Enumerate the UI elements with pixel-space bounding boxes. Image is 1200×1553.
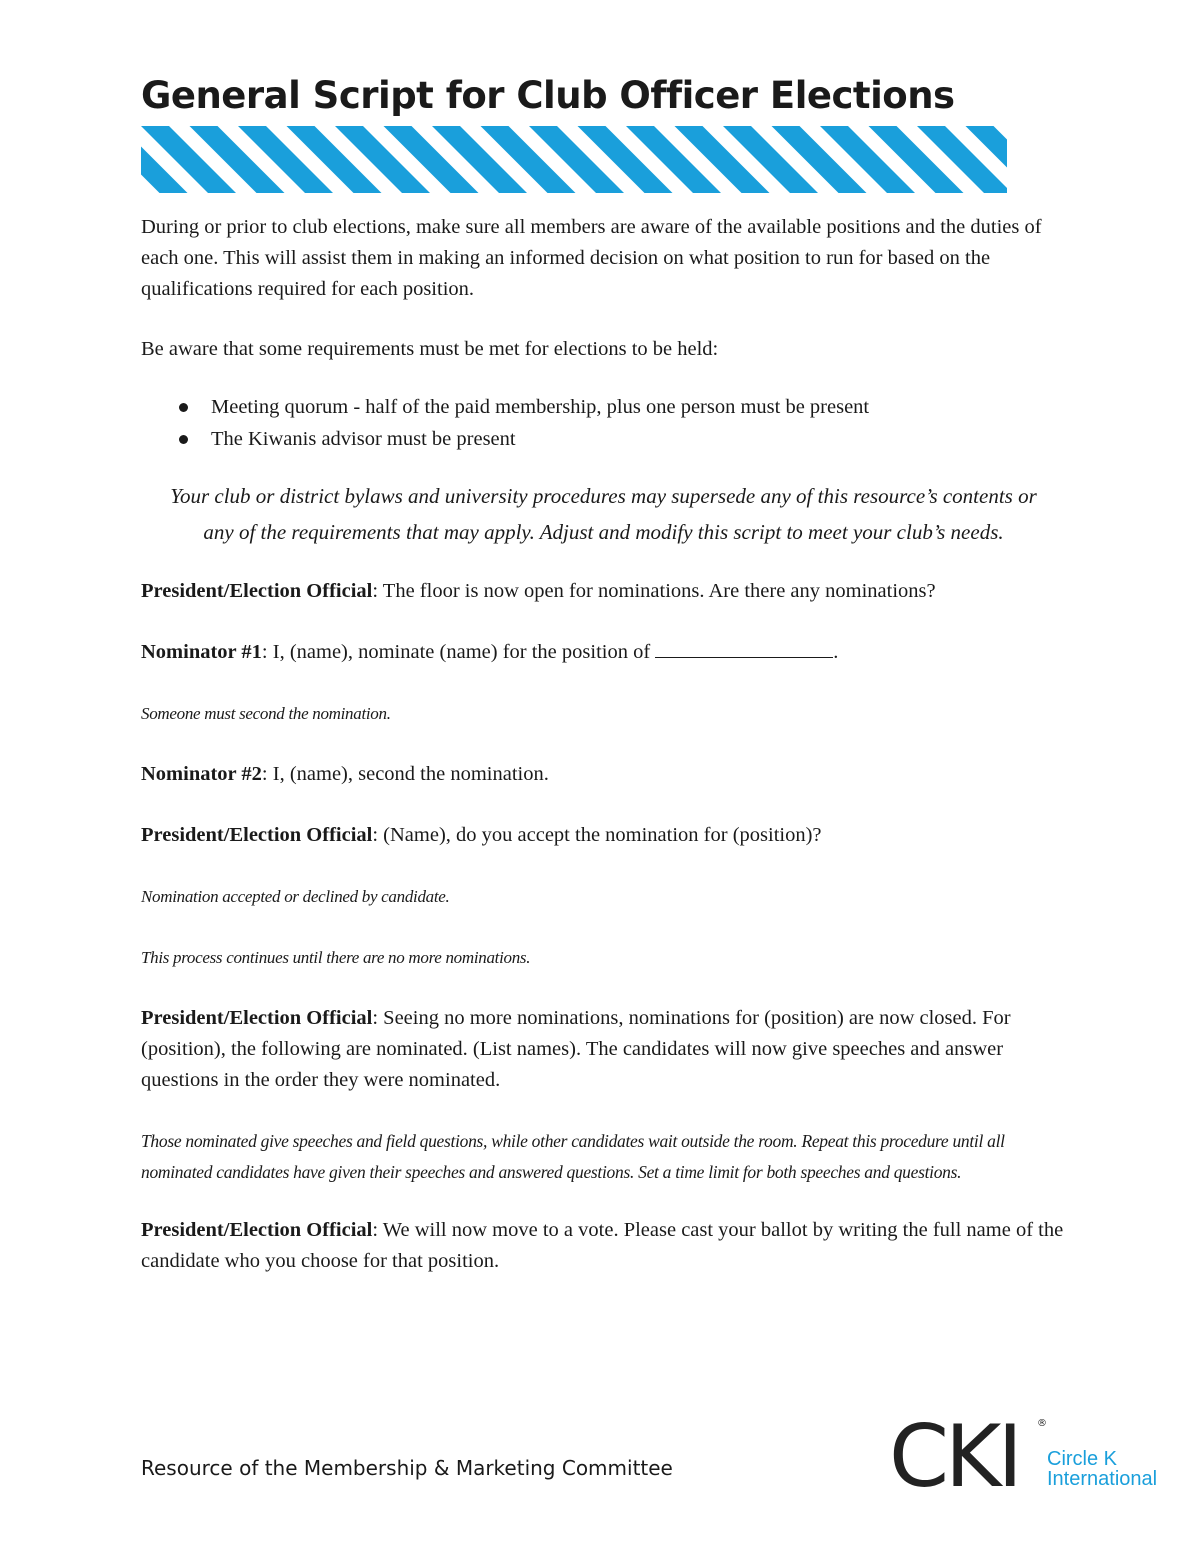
speaker-label: President/Election Official [141, 1007, 373, 1029]
document-body [141, 212, 1066, 1307]
speaker-label: Nominator #1 [141, 641, 262, 663]
note-second: Someone must second the nomination. [141, 704, 391, 723]
script-close-nominations: President/Election Official: Seeing no more nominations, nominations for (position) are now closed. For (position), the following are nominated. (List names). The candidates will now give speeches and answer questions in the order they were nominated. [141, 1007, 1011, 1091]
note-continues: This process continues until there are no more nominations. [141, 948, 531, 967]
speaker-label: President/Election Official [141, 824, 373, 846]
cki-logo [889, 1407, 1179, 1507]
requirements-list [141, 391, 1066, 455]
footer-text: Resource of the Membership & Marketing Committee [141, 1456, 673, 1480]
script-vote: President/Election Official: We will now move to a vote. Please cast your ballot by writing the full name of the candidate who you choose for that position. [141, 1219, 1064, 1272]
registered-mark: ® [1037, 1418, 1047, 1429]
document-title: General Script for Club Officer Elections [141, 74, 955, 117]
speaker-label: President/Election Official [141, 580, 373, 602]
disclaimer: Your club or district bylaws and university procedures may supersede any of this resource’s contents or any of the requirements that may apply. Adjust and modify this script to meet your club’s needs. [170, 484, 1037, 544]
script-open-floor: President/Election Official: The floor is now open for nominations. Are there any nominations? [141, 580, 936, 602]
logo-mark: CKI [889, 1407, 1019, 1507]
speaker-label: President/Election Official [141, 1219, 373, 1241]
requirements-lead: Be aware that some requirements must be met for elections to be held: [141, 338, 719, 360]
position-blank-line [655, 639, 833, 658]
script-accept: President/Election Official: (Name), do you accept the nomination for (position)? [141, 824, 822, 846]
requirement-item: The Kiwanis advisor must be present [141, 423, 1066, 455]
script-nominator-2: Nominator #2: I, (name), second the nomination. [141, 763, 549, 785]
logo-subtitle: Circle K International [1047, 1448, 1158, 1490]
requirement-item: Meeting quorum - half of the paid membership, plus one person must be present [141, 391, 1066, 423]
note-speeches: Those nominated give speeches and field questions, while other candidates wait outside the room. Repeat this procedure until all nominated candidates have given their speeches and answered questions. Set a time limit for both speeches and questions. [141, 1131, 1005, 1182]
striped-banner [141, 126, 1007, 193]
intro-paragraph: During or prior to club elections, make sure all members are aware of the available positions and the duties of each one. This will assist them in making an informed decision on what position to run for based on the qualifications required for each position. [141, 216, 1042, 300]
bullet-icon [179, 435, 188, 444]
script-nominator-1: Nominator #1: I, (name), nominate (name) for the position of . [141, 641, 839, 663]
note-accepted: Nomination accepted or declined by candidate. [141, 887, 450, 906]
speaker-label: Nominator #2 [141, 763, 262, 785]
bullet-icon [179, 403, 188, 412]
